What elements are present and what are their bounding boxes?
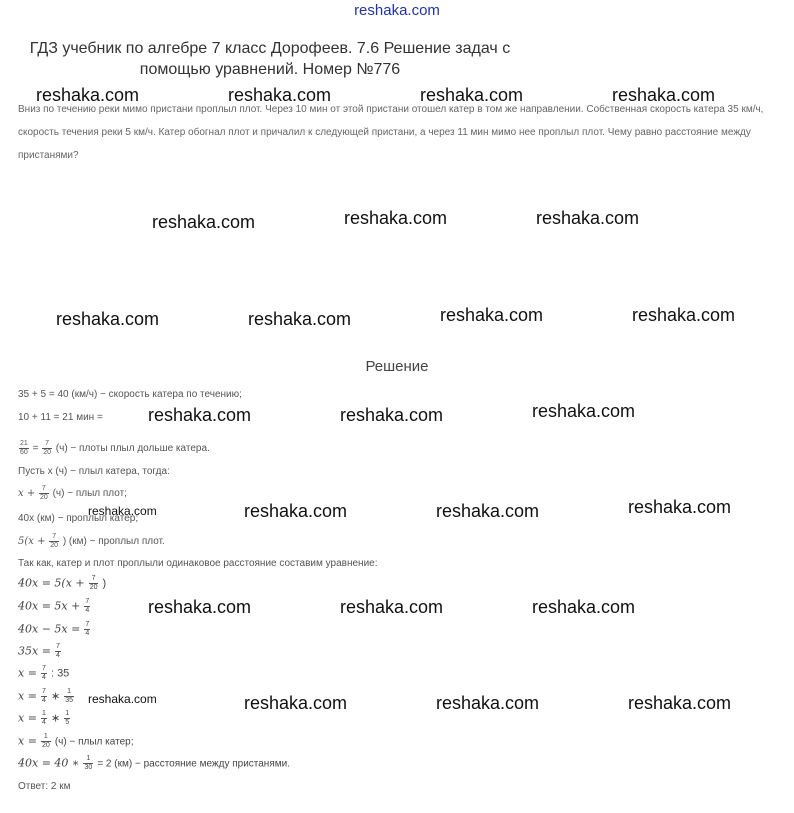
watermark: reshaka.com (248, 309, 352, 329)
watermark: reshaka.com (536, 208, 640, 228)
watermark: reshaka.com (532, 597, 636, 617)
equation-line: x = $\frac{1}{20}$ (ч) − плыл катер; (18, 733, 134, 749)
watermark: reshaka.com (244, 693, 348, 713)
problem-text: Вниз по течению реки мимо пристани проплыл плот. Через 10 мин от этой пристани отошел катер в том же направлении. Собственная скорость катера 35 км/ч, скорость течения реки 5 км/ч. Катер обогнал плот и причалил к следующей пристани, а через 11 мин мимо нее проплыл плот. Чему равно расстояние между пристанями? (18, 104, 764, 161)
solution-line: Пусть x (ч) − плыл катера, тогда: (18, 466, 170, 477)
equation-line: x = $\frac{1}{4}$ ∗ $\frac{1}{5}$ (18, 710, 70, 726)
watermark: reshaka.com (244, 501, 348, 521)
watermark: reshaka.com (532, 401, 636, 421)
equation-line: 40x = 40 ∗ $\frac{1}{30}$ = 2 (км) − расстояние между пристанями. (18, 755, 290, 771)
watermark: reshaka.com (56, 309, 160, 329)
page-title: ГДЗ учебник по алгебре 7 класс Дорофеев. 7.6 Решение задач с помощью уравнений. Номер №776 (29, 40, 511, 78)
solution-line: 10 + 11 = 21 мин = (18, 412, 103, 423)
watermark: reshaka.com (340, 597, 444, 617)
watermark: reshaka.com (228, 85, 332, 105)
equation-line: x = $\frac{7}{4}$ ∗ $\frac{1}{35}$ (18, 688, 74, 704)
solution-heading: Решение (365, 358, 429, 375)
solution-line: 40x (км) − проплыл катер; (18, 513, 139, 524)
solution-line: 5(x + $\frac{7}{20}$ ) (км) − проплыл плот. (18, 533, 165, 549)
solution-line: x + $\frac{7}{20}$ (ч) − плыл плот; (18, 485, 127, 501)
watermark: reshaka.com (148, 597, 252, 617)
solution-line: Так как, катер и плот проплыли одинаковое расстояние составим уравнение: (18, 558, 378, 569)
equation-line: 40x = 5x + $\frac{7}{4}$ (18, 598, 90, 614)
watermark: reshaka.com (628, 693, 732, 713)
watermark: reshaka.com (436, 693, 540, 713)
solution-line: 35 + 5 = 40 (км/ч) − скорость катера по течению; (18, 389, 242, 400)
equation-line: x = $\frac{7}{4}$ : 35 (18, 665, 70, 681)
watermark: reshaka.com (612, 85, 716, 105)
equation-line: 40x − 5x = $\frac{7}{4}$ (18, 621, 90, 637)
solution-line: $\frac{21}{60}$ = $\frac{7}{20}$ (ч) − плоты плыл дольше катера. (20, 440, 210, 456)
watermark: reshaka.com (420, 85, 524, 105)
watermark: reshaka.com (344, 208, 448, 228)
watermark: reshaka.com (88, 504, 157, 518)
watermark: reshaka.com (632, 305, 736, 325)
watermark: reshaka.com (436, 501, 540, 521)
watermark: reshaka.com (440, 305, 544, 325)
equation-line: 40x = 5(x + $\frac{7}{20}$ ) (18, 575, 107, 591)
watermark: reshaka.com (628, 497, 732, 517)
site-url[interactable]: reshaka.com (354, 2, 440, 19)
answer-line: Ответ: 2 км (18, 781, 71, 792)
watermark: reshaka.com (152, 212, 256, 232)
watermark: reshaka.com (340, 405, 444, 425)
watermark: reshaka.com (36, 85, 140, 105)
equation-line: 35x = $\frac{7}{4}$ (18, 643, 60, 659)
watermark: reshaka.com (148, 405, 252, 425)
watermark: reshaka.com (88, 692, 157, 706)
